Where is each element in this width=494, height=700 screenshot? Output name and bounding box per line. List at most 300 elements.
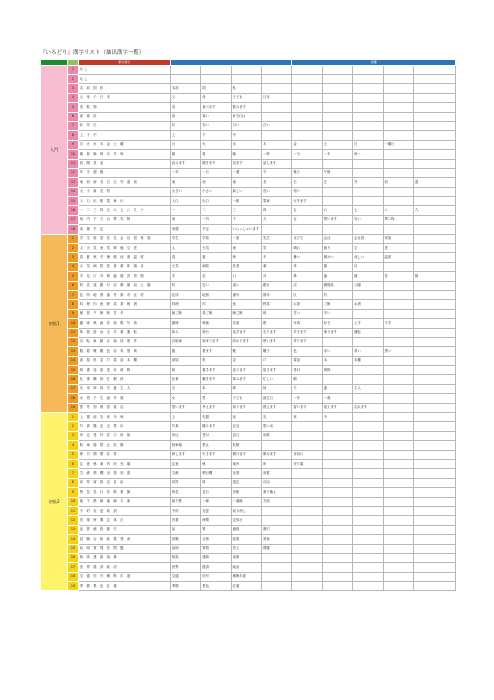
vocab-cell <box>292 65 322 74</box>
vocab-cell <box>292 93 322 102</box>
vocab-cell <box>262 572 292 581</box>
vocab-cell <box>262 65 292 74</box>
vocab-cell: 西 <box>201 178 231 187</box>
vocab-cell: 天気 <box>201 244 231 253</box>
new-kanji-cell: 自 転 車 動 止 始 終 使 作 <box>78 337 170 346</box>
vocab-cell: 曇り <box>322 244 352 253</box>
table-row <box>41 356 456 365</box>
table-row <box>41 84 456 93</box>
vocab-cell: 水 <box>231 140 261 149</box>
vocab-cell: 下 <box>201 131 231 140</box>
table-row <box>41 366 456 375</box>
vocab-cell: 区 <box>292 290 322 299</box>
vocab-cell: 赤い <box>322 347 352 356</box>
lesson-number: 14 <box>68 535 78 544</box>
vocab-cell <box>322 159 352 168</box>
table-row <box>41 347 456 356</box>
lesson-number: 16 <box>68 206 78 215</box>
lesson-number: 8 <box>68 478 78 487</box>
vocab-cell: 熱 <box>413 272 455 281</box>
vocab-cell: 暇 <box>292 375 322 384</box>
vocab-cell: 今 <box>262 168 292 177</box>
vocab-cell: 係 <box>201 460 231 469</box>
vocab-cell: 青い <box>353 347 383 356</box>
vocab-cell: 雲 <box>383 244 413 253</box>
vocab-cell: 切符 <box>170 478 200 487</box>
vocab-cell <box>322 582 352 591</box>
vocab-cell <box>383 478 413 487</box>
vocab-cell: 政治 <box>231 563 261 572</box>
vocab-cell: 窓口 <box>231 431 261 440</box>
vocab-cell: 四 <box>262 206 292 215</box>
vocab-cell: 母 <box>201 93 231 102</box>
vocab-cell <box>353 131 383 140</box>
vocab-cell <box>292 544 322 553</box>
table-row <box>41 168 456 177</box>
vocab-cell: 薬 <box>262 262 292 271</box>
vocab-cell: 到着 <box>262 469 292 478</box>
vocab-cell: 季節 <box>170 582 200 591</box>
table-row <box>41 281 456 290</box>
lesson-number: 1 <box>68 413 78 422</box>
vocab-cell: 住所 <box>170 290 200 299</box>
vocab-cell: 終わります <box>231 337 261 346</box>
vocab-cell <box>383 375 413 384</box>
vocab-cell: 小さい <box>201 187 231 196</box>
vocab-cell: 木 <box>262 140 292 149</box>
new-kanji-cell: 学 生 校 語 先 友 会 社 員 家 族 <box>78 234 170 243</box>
vocab-cell: お酒 <box>353 300 383 309</box>
table-row <box>41 535 456 544</box>
vocab-cell <box>383 300 413 309</box>
new-kanji-cell: 上 週 前 先 来 今 毎 <box>78 413 170 422</box>
vocab-cell: 友だち <box>292 234 322 243</box>
vocab-cell <box>413 394 455 403</box>
vocab-cell <box>262 563 292 572</box>
vocab-cell <box>322 84 352 93</box>
table-row <box>41 506 456 515</box>
vocab-cell <box>292 497 322 506</box>
vocab-cell <box>413 413 455 422</box>
vocab-cell <box>413 131 455 140</box>
table-row <box>41 65 456 74</box>
vocab-cell: 信号 <box>201 572 231 581</box>
vocab-cell <box>322 506 352 515</box>
vocab-cell <box>262 506 292 515</box>
table-row <box>41 403 456 412</box>
vocab-cell: 百 <box>292 215 322 224</box>
vocab-cell <box>383 384 413 393</box>
vocab-cell: 送ります <box>231 366 261 375</box>
vocab-cell: 暑い <box>292 253 322 262</box>
lesson-number: 11 <box>68 328 78 337</box>
table-row <box>41 253 456 262</box>
vocab-cell: 相談 <box>170 553 200 562</box>
vocab-cell: 案内 <box>231 460 261 469</box>
vocab-cell: ～分 <box>292 150 322 159</box>
vocab-cell: 電車 <box>262 197 292 206</box>
vocab-cell: 習います <box>292 403 322 412</box>
vocab-cell: 上 <box>170 413 200 422</box>
new-kanji-cell: 思 考 知 教 習 覚 忘 <box>78 403 170 412</box>
vocab-cell <box>353 103 383 112</box>
new-kanji-cell: 来 週 予 定 <box>78 225 170 234</box>
vocab-cell: 目 <box>353 262 383 271</box>
table-row <box>41 150 456 159</box>
lesson-number: 14 <box>68 356 78 365</box>
vocab-cell: 私 <box>231 84 261 93</box>
vocab-cell: 安い <box>353 215 383 224</box>
vocab-cell: 乗ります <box>322 328 352 337</box>
vocab-cell <box>322 441 352 450</box>
new-kanji-cell: 料 理 肉 魚 野 菜 茶 飯 酒 <box>78 300 170 309</box>
level-label: 初級1 <box>41 234 68 412</box>
vocab-cell <box>413 460 455 469</box>
vocab-cell <box>262 131 292 140</box>
vocab-cell: 右 <box>292 178 322 187</box>
new-kanji-cell: 元 気 病 院 医 者 薬 体 頭 目 <box>78 262 170 271</box>
vocab-cell <box>413 262 455 271</box>
vocab-cell: 届きます <box>262 366 292 375</box>
new-kanji-cell: 東 西 南 北 右 左 外 道 前 <box>78 178 170 187</box>
vocab-cell: 運転 <box>353 328 383 337</box>
vocab-cell: 外 <box>353 178 383 187</box>
vocab-cell: 南 <box>231 178 261 187</box>
lesson-number: 5 <box>68 272 78 281</box>
new-kanji-cell: 交 通 信 号 横 断 歩 道 <box>78 572 170 581</box>
table-row <box>41 197 456 206</box>
new-kanji-cell: 特 急 急 行 各 駅 乗 換 <box>78 488 170 497</box>
vocab-cell: 鼻 <box>292 272 322 281</box>
vocab-cell <box>413 84 455 93</box>
vocab-cell <box>413 441 455 450</box>
vocab-cell <box>322 65 352 74</box>
lesson-number: 4 <box>68 262 78 271</box>
vocab-cell: 晴れ <box>292 244 322 253</box>
vocab-cell <box>413 290 455 299</box>
lesson-number: 13 <box>68 178 78 187</box>
vocab-cell <box>413 281 455 290</box>
vocab-cell: ～年 <box>170 168 200 177</box>
vocab-cell: 番号 <box>231 290 261 299</box>
vocab-cell: 危険 <box>231 441 261 450</box>
vocab-cell <box>322 131 352 140</box>
lesson-number: 7 <box>68 469 78 478</box>
vocab-cell: 買います <box>322 215 352 224</box>
vocab-cell <box>383 441 413 450</box>
vocab-cell: 金 <box>292 140 322 149</box>
vocab-cell: 近い <box>201 281 231 290</box>
vocab-cell: 飛行機 <box>201 469 231 478</box>
vocab-cell <box>413 300 455 309</box>
lesson-number: 12 <box>68 168 78 177</box>
vocab-cell <box>322 450 352 459</box>
vocab-cell <box>170 65 200 74</box>
table-row <box>41 93 456 102</box>
vocab-cell <box>353 375 383 384</box>
vocab-cell: 会社員 <box>353 234 383 243</box>
vocab-cell: 質 <box>201 525 231 534</box>
vocab-cell <box>413 478 455 487</box>
vocab-cell: 荷物 <box>322 366 352 375</box>
lesson-number: 8 <box>68 300 78 309</box>
vocab-cell <box>383 366 413 375</box>
lesson-number: 7 <box>68 290 78 299</box>
table-row <box>41 375 456 384</box>
vocab-cell <box>413 74 455 83</box>
vocab-cell: 白い <box>231 121 261 130</box>
new-kanji-cell: 高 寒 好 <box>78 112 170 121</box>
vocab-cell <box>292 422 322 431</box>
vocab-cell <box>292 431 322 440</box>
lesson-number: 3 <box>68 431 78 440</box>
lesson-number: 10 <box>68 150 78 159</box>
vocab-cell: 使います <box>262 337 292 346</box>
vocab-cell: 三 <box>231 206 261 215</box>
vocab-cell <box>292 121 322 130</box>
vocab-cell: 方面 <box>262 497 292 506</box>
vocab-cell: 書きます <box>201 366 231 375</box>
vocab-cell: 昼 <box>201 150 231 159</box>
new-kanji-cell: 朝 昼 晩 時 分 半 毎 <box>78 150 170 159</box>
vocab-cell <box>353 366 383 375</box>
vocab-cell: 雪 <box>262 244 292 253</box>
new-kanji-cell: 朝 昼 夕 飯 味 甘 辛 <box>78 309 170 318</box>
new-kanji-cell: 相 談 連 絡 返 事 <box>78 553 170 562</box>
vocab-cell: 寒い <box>201 112 231 121</box>
vocab-cell: 味 <box>262 309 292 318</box>
vocab-cell: 父 <box>170 93 200 102</box>
vocab-cell: 朝ご飯 <box>170 309 200 318</box>
table-row <box>41 178 456 187</box>
vocab-cell: ～円 <box>201 215 231 224</box>
vocab-cell: 入口 <box>170 197 200 206</box>
vocab-cell: ～駅 <box>231 197 261 206</box>
vocab-cell: 用紙 <box>262 431 292 440</box>
vocab-cell <box>413 488 455 497</box>
table-row <box>41 525 456 534</box>
vocab-cell: 歌 <box>262 319 292 328</box>
vocab-cell <box>413 121 455 130</box>
vocab-cell <box>353 431 383 440</box>
new-kanji-cell: 人 天 気 雨 雪 晴 曇 空 雲 <box>78 244 170 253</box>
new-kanji-cell: 兄 弟 姉 妹 夫 妻 主 人 <box>78 384 170 393</box>
vocab-cell: 夏 <box>201 253 231 262</box>
new-kanji-cell: 仕 事 働 休 忙 暇 終 <box>78 375 170 384</box>
vocab-cell: 地下鉄 <box>170 497 200 506</box>
vocab-cell <box>413 197 455 206</box>
vocab-cell <box>413 506 455 515</box>
lesson-number: 13 <box>68 525 78 534</box>
header-vocab: 語彙 <box>292 60 456 66</box>
new-kanji-cell: 押 引 開 閉 非 常 <box>78 450 170 459</box>
vocab-cell: 紙 <box>170 366 200 375</box>
vocab-cell: ～半 <box>322 150 352 159</box>
new-kanji-cell: 季 節 景 色 紅 葉 <box>78 582 170 591</box>
vocab-cell <box>413 93 455 102</box>
vocab-cell <box>353 394 383 403</box>
vocab-cell <box>322 74 352 83</box>
vocab-cell: 午後 <box>322 168 352 177</box>
vocab-cell <box>383 328 413 337</box>
vocab-cell: 暖かい <box>322 253 352 262</box>
table-row <box>41 450 456 459</box>
table-row <box>41 394 456 403</box>
vocab-cell: 読みます <box>170 159 200 168</box>
vocab-cell: 忘れます <box>353 403 383 412</box>
document-title: 『いろどり』漢字リスト（抽出漢字一覧） <box>40 50 145 56</box>
table-row <box>41 422 456 431</box>
vocab-cell <box>262 582 292 591</box>
vocab-cell: 先 <box>262 413 292 422</box>
vocab-cell: 会社 <box>322 234 352 243</box>
table-row <box>41 309 456 318</box>
vocab-cell: 土 <box>322 140 352 149</box>
table-row <box>41 112 456 121</box>
table-row <box>41 244 456 253</box>
vocab-cell: ～年 <box>292 394 322 403</box>
table-row <box>41 478 456 487</box>
new-kanji-cell: 空 港 飛 機 出 発 到 着 <box>78 469 170 478</box>
vocab-cell <box>383 413 413 422</box>
vocab-cell: 安い <box>201 121 231 130</box>
vocab-cell: 白い <box>262 121 292 130</box>
new-kanji-cell: 月 火 水 木 金 土 曜 <box>78 140 170 149</box>
lesson-number: 5 <box>68 103 78 112</box>
lesson-number: 18 <box>68 394 78 403</box>
vocab-cell: 冬 <box>262 253 292 262</box>
table-row <box>41 460 456 469</box>
vocab-cell: 音楽 <box>231 319 261 328</box>
new-kanji-cell: 営 業 時 間 定 休 日 <box>78 516 170 525</box>
lesson-number: 2 <box>68 244 78 253</box>
vocab-cell: 足 <box>201 272 231 281</box>
vocab-cell <box>413 328 455 337</box>
vocab-cell: 首 <box>383 272 413 281</box>
vocab-cell: 甘い <box>292 309 322 318</box>
vocab-cell: 営業 <box>170 516 200 525</box>
lesson-number: 15 <box>68 544 78 553</box>
vocab-cell: ～月 <box>201 168 231 177</box>
vocab-cell <box>413 253 455 262</box>
vocab-cell <box>262 553 292 562</box>
lesson-number: 18 <box>68 572 78 581</box>
vocab-cell <box>383 356 413 365</box>
vocab-cell: 大きい <box>170 187 200 196</box>
table-row <box>41 572 456 581</box>
vocab-cell: 変更 <box>201 506 231 515</box>
vocab-cell: 働きます <box>201 375 231 384</box>
vocab-cell: 元気 <box>170 262 200 271</box>
vocab-cell: 夫 <box>292 384 322 393</box>
vocab-cell <box>292 84 322 93</box>
lesson-number: 15 <box>68 197 78 206</box>
vocab-cell: いらっしゃいます <box>231 225 261 234</box>
vocab-cell: 魚 <box>231 300 261 309</box>
vocab-cell: 紅葉 <box>231 582 261 591</box>
table-row <box>41 206 456 215</box>
vocab-cell: 手 <box>170 272 200 281</box>
vocab-cell: 公園 <box>353 281 383 290</box>
vocab-cell <box>201 74 231 83</box>
vocab-cell <box>322 112 352 121</box>
vocab-cell <box>383 450 413 459</box>
vocab-cell <box>413 112 455 121</box>
vocab-cell: 五 <box>292 206 322 215</box>
table-row <box>41 234 456 243</box>
vocab-cell <box>292 478 322 487</box>
vocab-cell <box>322 197 352 206</box>
vocab-cell <box>383 403 413 412</box>
vocab-cell <box>322 553 352 562</box>
vocab-cell <box>262 84 292 93</box>
new-kanji-cell: 好 安 白 <box>78 121 170 130</box>
new-kanji-cell: なし <box>78 65 170 74</box>
vocab-cell: 靴 <box>231 347 261 356</box>
vocab-cell <box>383 535 413 544</box>
vocab-cell: 野菜 <box>262 300 292 309</box>
vocab-cell <box>353 563 383 572</box>
vocab-cell: ～時 <box>262 150 292 159</box>
vocab-cell <box>413 553 455 562</box>
lesson-number: 16 <box>68 375 78 384</box>
vocab-cell: 交通 <box>170 572 200 581</box>
vocab-cell: 食 <box>170 103 200 112</box>
vocab-cell: 人 <box>170 244 200 253</box>
new-kanji-cell: 服 着 靴 帽 色 赤 青 黒 黄 <box>78 347 170 356</box>
vocab-cell <box>413 140 455 149</box>
vocab-cell: 行きます <box>292 197 322 206</box>
vocab-cell <box>292 469 322 478</box>
new-kanji-cell: なし <box>78 74 170 83</box>
vocab-cell: 昼ご飯 <box>201 309 231 318</box>
vocab-cell <box>413 215 455 224</box>
vocab-cell: 前 <box>383 178 413 187</box>
vocab-cell: 思います <box>170 403 200 412</box>
vocab-cell: 知ります <box>231 403 261 412</box>
vocab-cell <box>383 168 413 177</box>
vocab-cell: 着ます <box>201 347 231 356</box>
vocab-cell: 六 <box>322 206 352 215</box>
vocab-cell <box>353 290 383 299</box>
new-kanji-cell: 住 所 地 図 番 号 都 市 区 村 <box>78 290 170 299</box>
vocab-cell: ～番線 <box>231 497 261 506</box>
vocab-cell: 作ります <box>292 337 322 346</box>
new-kanji-cell: 女 男 子 生 誕 年 歳 <box>78 394 170 403</box>
vocab-cell <box>353 478 383 487</box>
table-row <box>41 431 456 440</box>
vocab-cell <box>353 572 383 581</box>
vocab-cell: 女 <box>170 394 200 403</box>
vocab-cell: 覚えます <box>322 403 352 412</box>
vocab-cell: 食べます <box>201 103 231 112</box>
lesson-number: 2 <box>68 74 78 83</box>
new-kanji-cell: 地 下 鉄 線 番 線 方 面 <box>78 497 170 506</box>
vocab-cell: 辛い <box>322 309 352 318</box>
vocab-cell <box>322 422 352 431</box>
vocab-cell <box>413 544 455 553</box>
new-kanji-cell: 紙 書 送 届 受 付 荷 物 <box>78 366 170 375</box>
vocab-cell <box>383 281 413 290</box>
vocab-cell <box>383 469 413 478</box>
vocab-cell: 見ます <box>231 159 261 168</box>
vocab-cell <box>413 187 455 196</box>
vocab-cell: 子ども <box>231 394 261 403</box>
new-kanji-cell: 品 質 値 段 割 引 <box>78 525 170 534</box>
vocab-cell: 急行 <box>201 488 231 497</box>
vocab-cell: 自由 <box>262 478 292 487</box>
vocab-cell: 特急 <box>170 488 200 497</box>
